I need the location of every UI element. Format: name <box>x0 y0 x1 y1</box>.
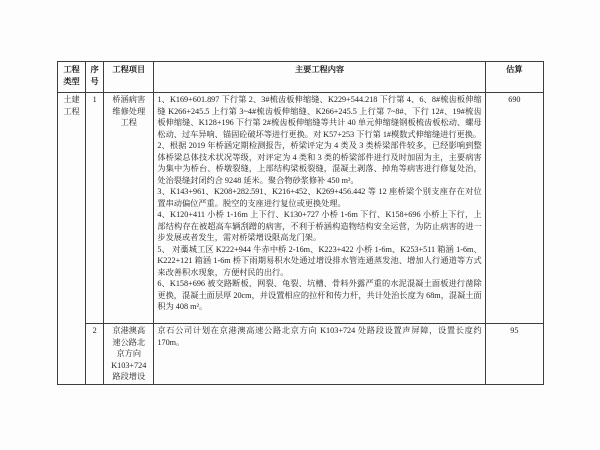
table-header-row <box>58 62 544 93</box>
header-project-item: 工程项目 <box>104 62 154 93</box>
cell-seq-number: 1 <box>86 93 104 324</box>
project-table <box>57 61 544 385</box>
table-row <box>58 93 544 324</box>
cell-project-item: 京港澳高 速公路北 京方向 K103+724 路段增设 <box>104 324 154 385</box>
cell-estimate: 690 <box>485 93 543 324</box>
table-row <box>58 324 544 385</box>
header-estimate: 估算 <box>485 62 543 93</box>
header-project-type: 工程类型 <box>58 62 86 93</box>
cell-estimate: 95 <box>485 324 543 385</box>
cell-main-content: 1、K169+601.897 下行第 2、3#梳齿板伸缩缝、K229+544.218 下行第 4、6、8#梳齿板伸缩缝 K266+245.5 上行第 3~4#梳齿板伸缩缝、K266+245.5 上行第 7~8#、下行 12#、19#梳齿板伸缩缝、K128+196 下行第 2#梳齿板伸缩缝等共计 40 单元伸缩缝钢板梳齿板松动、螺母松动、过车异响、锚固砼破坏等进行更换。对 K57+253 下行第 1#模数式伸缩缝进行更换。 2、根据 2019 年桥涵定期检测报告，桥梁评定为 4 类及 3 类桥梁部件较多，已经影响到整体桥梁总体技术状况等级，对评定为 4 类和 3 类的桥梁部件进行及时加固为主，主要病害为集中为桥台、桥墩裂缝，上部结构梁板裂缝，混凝土剥落、掉角等病害进行修复处治，处治裂缝封闭约合 9248 延米。聚合物砂浆修补 450 m²。 3、K143+961、K208+282.591、K216+452、K269+456.442 等 12 座桥梁个别支座存在对位置串动偏位严重。脱空的支座进行复位或更换处理。 4、K120+411 小桥 1-16m 上下行、K130+727 小桥 1-6m 下行、K158+696 小桥上下行，上部结构存在被超高车辆刮蹭的病害，不利于桥涵构造物结构安全运营，为防止病害的进一步发展或者发生，需对桥梁增设限高龙门架。 5、 对藁城工区 K222+944 牛赤中桥 2-16m、K223+422 小桥 1-6m、K253+511 箱涵 1-6m、K222+121 箱涵 1-6m 桥下雨期易积水处通过增设排水管连通蒸发池、增加人行通道等方式来改善积水现象，方便村民的出行。 6、K158+696 被交路断板、网裂、龟裂、坑槽、骨料外露严重的水泥混凝土面板进行凿除更换，混凝土面层厚 20cm，并设置相应的拉杆和传力杆，共计处治长度为 68m，混凝土面积为 408 m²。 <box>154 93 485 324</box>
header-main-content: 主要工程内容 <box>154 62 485 93</box>
header-seq-number: 序号 <box>86 62 104 93</box>
cell-project-type: 土建 工程 <box>58 93 86 385</box>
cell-seq-number: 2 <box>86 324 104 385</box>
cell-project-item: 桥涵病害 维修处理 工程 <box>104 93 154 324</box>
cell-main-content: 京石公司计划在京港澳高速公路北京方向 K103+724 处路段设置声屏障，设置长度约 170m。 <box>154 324 485 385</box>
